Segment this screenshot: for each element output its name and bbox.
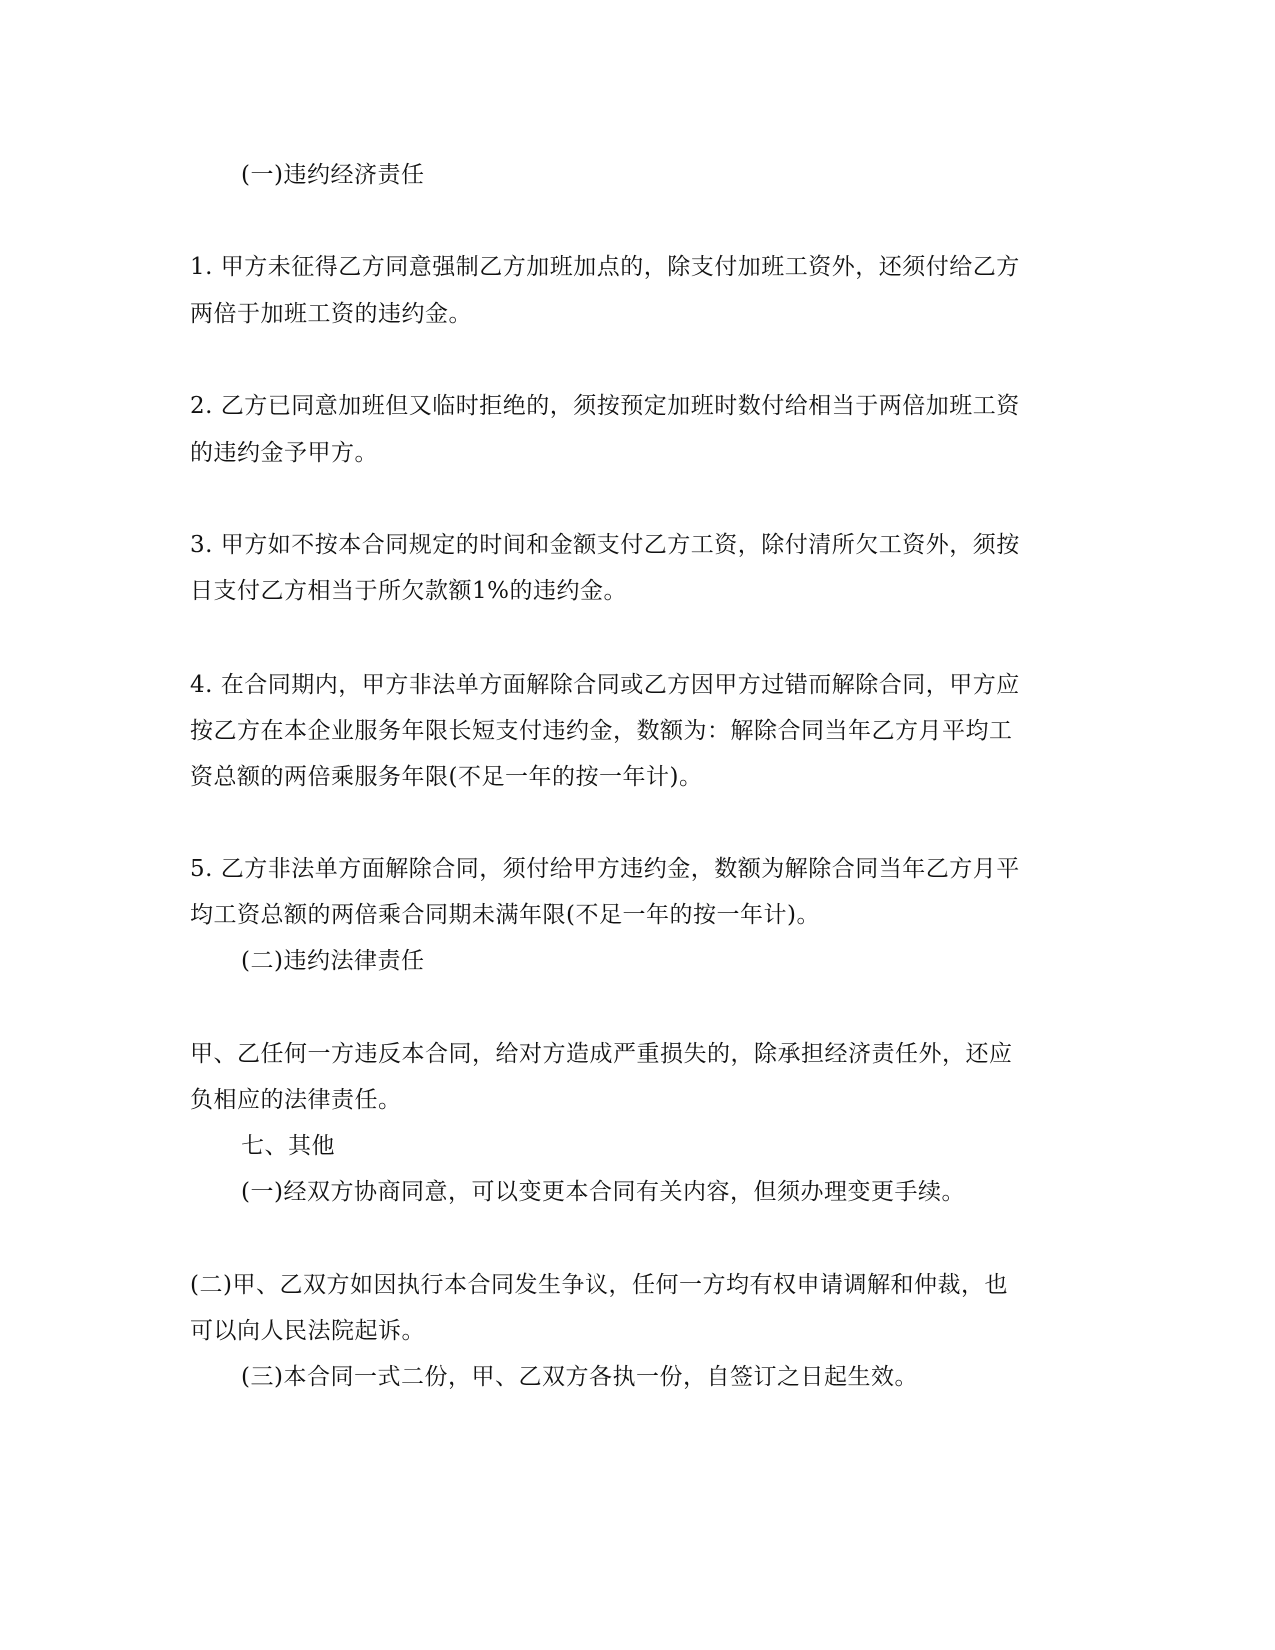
- clause-4-line-2: 按乙方在本企业服务年限长短支付违约金，数额为：解除合同当年乙方月平均工: [190, 718, 1013, 744]
- legal-clause-line-1: 甲、乙任何一方违反本合同，给对方造成严重损失的，除承担经济责任外，还应: [190, 1041, 1013, 1067]
- clause-5-line-2: 均工资总额的两倍乘合同期未满年限(不足一年的按一年计)。: [190, 902, 820, 928]
- section-heading-economic-liability: (一)违约经济责任: [241, 162, 425, 188]
- clause-1-line-2: 两倍于加班工资的违约金。: [190, 301, 472, 327]
- legal-clause-line-2: 负相应的法律责任。: [190, 1087, 402, 1113]
- other-clause-1: (一)经双方协商同意，可以变更本合同有关内容，但须办理变更手续。: [241, 1179, 965, 1205]
- other-clause-3: (三)本合同一式二份，甲、乙双方各执一份，自签订之日起生效。: [241, 1364, 918, 1390]
- clause-1-line-1: 1. 甲方未征得乙方同意强制乙方加班加点的，除支付加班工资外，还须付给乙方: [190, 254, 1020, 280]
- clause-4-line-3: 资总额的两倍乘服务年限(不足一年的按一年计)。: [190, 764, 703, 790]
- other-clause-2-line-2: 可以向人民法院起诉。: [190, 1318, 425, 1344]
- other-clause-2-line-1: (二)甲、乙双方如因执行本合同发生争议，任何一方均有权申请调解和仲裁，也: [190, 1272, 1008, 1298]
- section-heading-legal-liability: (二)违约法律责任: [241, 948, 425, 974]
- clause-4-line-1: 4. 在合同期内，甲方非法单方面解除合同或乙方因甲方过错而解除合同，甲方应: [190, 672, 1020, 698]
- clause-2-line-1: 2. 乙方已同意加班但又临时拒绝的，须按预定加班时数付给相当于两倍加班工资: [190, 393, 1020, 419]
- section-heading-other: 七、其他: [241, 1133, 335, 1159]
- clause-5-line-1: 5. 乙方非法单方面解除合同，须付给甲方违约金，数额为解除合同当年乙方月平: [190, 856, 1020, 882]
- clause-3-line-2: 日支付乙方相当于所欠款额1%的违约金。: [190, 578, 627, 604]
- clause-3-line-1: 3. 甲方如不按本合同规定的时间和金额支付乙方工资，除付清所欠工资外，须按: [190, 532, 1020, 558]
- clause-2-line-2: 的违约金予甲方。: [190, 440, 378, 466]
